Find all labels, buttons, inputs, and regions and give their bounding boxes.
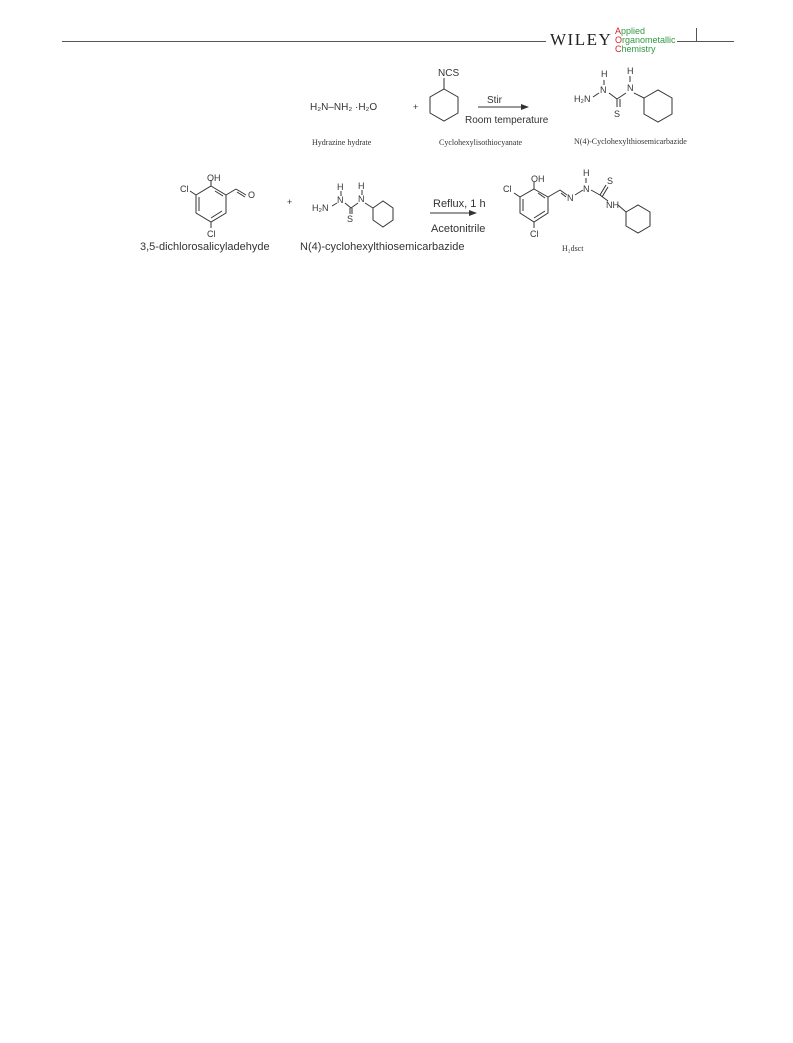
p2-cl-top: Cl [503,184,512,194]
p2-n: N [583,184,590,194]
p1-h-n4: H [627,66,634,76]
r2-cl-top: Cl [180,184,189,194]
cyclohexane-ring-3 [373,201,393,227]
journal-word-pplied: pplied [621,26,646,36]
bond-cl-top-2 [514,193,520,197]
p2-n-imine: N [567,193,574,203]
benzene-ring-1 [196,186,226,222]
r2b-s: S [347,214,354,224]
bond-c-s-3 [600,185,606,195]
bond-n4-ring [634,93,644,98]
ring1-double-a [215,191,223,196]
isothiocyanate-name: Cyclohexylisothiocyanate [439,138,523,147]
hydrazine-formula: H₂N–NH₂ ·H₂O [310,102,378,113]
r2b-h-n4: H [358,181,365,191]
ncs-label: NCS [438,68,460,79]
journal-word-hemistry: hemistry [621,44,656,54]
bond-h2n-n [593,93,599,97]
reaction2-condition-top: Reflux, 1 h [433,198,486,210]
p1-n: N [600,85,607,95]
bond-nh-c [591,190,600,195]
p1-n4: N [627,83,634,93]
bond-n-c-2 [345,203,351,208]
journal-word-rganometallic: rganometallic [622,35,676,45]
publisher-logo: WILEY [546,30,616,50]
bond-ch-n [548,190,560,197]
r2b-n4: N [358,194,365,204]
reaction2-plus: + [287,197,293,207]
p1-h-top: H [601,69,608,79]
reaction-scheme [0,0,793,300]
r2-cl-bottom: Cl [207,229,216,239]
r2b-h-top: H [337,182,344,192]
p2-h: H [583,168,590,178]
reaction2-condition-bottom: Acetonitrile [431,223,486,235]
bond-c-n4-2 [351,203,358,208]
journal-initial-o: O [615,35,623,45]
bond-nh-ring [618,205,626,212]
p2-cl-bottom: Cl [530,229,539,239]
bond-n-nh [575,190,583,195]
r2-oh: OH [207,173,221,183]
bond-n-c [609,93,617,99]
p2-oh: OH [531,174,545,184]
r2b-h2n: H₂N [312,203,329,213]
product2-name: H₂dsct [562,244,584,253]
bond-cl-top-1 [190,191,196,195]
r2b-n: N [337,195,344,205]
cyclohexane-ring-4 [626,205,650,233]
cyclohexane-ring-1 [430,89,458,121]
reaction1-condition-top: Stir [487,95,502,106]
p2-nh: NH [606,200,619,210]
thiosemicarbazide-name: N(4)-cyclohexylthiosemicarbazide [300,241,465,253]
bond-c-s-3-double [602,187,608,197]
reaction1-plus: + [413,102,419,112]
reaction1-condition-bottom: Room temperature [465,115,549,126]
p2-s: S [607,176,614,186]
hydrazine-name: Hydrazine hydrate [312,138,372,147]
bond-c-n4 [617,93,626,99]
cyclohexane-ring-2 [644,90,672,122]
bond-imine [560,190,567,195]
product1-name: N(4)-Cyclohexylthiosemicarbazide [574,137,687,146]
p1-s: S [614,109,621,119]
aldehyde-name: 3,5-dichlorosalicyladehyde [140,241,270,253]
r2-o: O [248,190,256,200]
bond-n4-ring-2 [365,203,373,208]
journal-initial-c: C [615,44,622,54]
ring2-double-c [534,211,545,218]
journal-initial-a: A [615,26,622,36]
benzene-ring-2 [520,189,548,222]
p1-h2n: H₂N [574,94,591,104]
bond-aldehyde-o-double [237,192,245,197]
bond-aldehyde [226,189,236,195]
